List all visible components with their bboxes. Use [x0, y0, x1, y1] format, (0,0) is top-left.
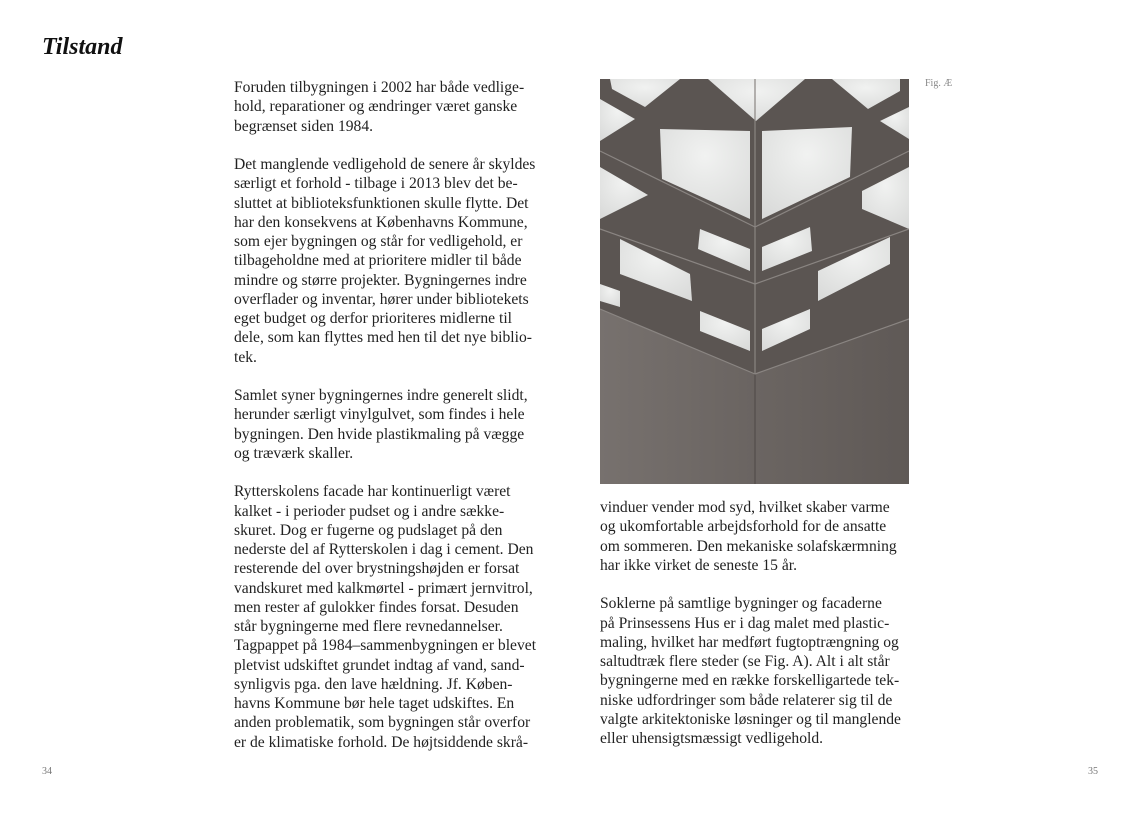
text-line: dele, som kan flyttes med hen til det nye biblio- [234, 329, 532, 347]
text-line: særligt et forhold - tilbage i 2013 blev det be- [234, 175, 518, 193]
text-line: havns Kommune bør hele taget udskiftes. En [234, 695, 515, 712]
page-number-right: 35 [1088, 766, 1098, 777]
text-line: valgte arkitektoniske løsninger og til manglende [600, 710, 901, 728]
text-line: maling, hvilket har medført fugtoptrængning og [600, 633, 899, 651]
text-line: synligvis pga. den lave hældning. Jf. Køben- [234, 675, 513, 693]
text-line: tek. [234, 348, 257, 366]
text-line: Det manglende vedligehold de senere år skyldes [234, 156, 536, 173]
text-line: Soklerne på samtlige bygninger og facaderne [600, 595, 882, 613]
text-line: på Prinsessens Hus er i dag malet med plastic- [600, 614, 890, 632]
text-line: hold, reparationer og ændringer været ganske [234, 98, 518, 116]
text-line: overflader og inventar, hører under bibliotekets [234, 290, 529, 308]
paragraph [234, 482, 554, 752]
text-line: vandskuret med kalkmørtel - primært jernvitrol, [234, 579, 533, 597]
paragraph [234, 78, 554, 136]
text-line: har ikke virket de seneste 15 år. [600, 556, 798, 574]
text-line: begrænset siden 1984. [234, 117, 374, 135]
text-line: Foruden tilbygningen i 2002 har både vedlige- [234, 79, 525, 96]
text-line: står bygningerne med flere revnedannelser. [234, 618, 503, 635]
text-line: har den konsekvens at Københavns Kommune, [234, 213, 528, 231]
paragraph [600, 498, 920, 575]
text-line: om sommeren. Den mekaniske solafskærmning [600, 537, 897, 555]
text-line: mindre og større projekter. Bygningernes indre [234, 271, 527, 289]
text-line: nederste del af Rytterskolen i dag i cement. Den [234, 541, 534, 558]
text-line: anden problematik, som bygningen står overfor [234, 714, 531, 732]
text-line: bygningerne med en række forskelligartede tek- [600, 672, 900, 690]
text-line: kalket - i perioder pudset og i andre sække- [234, 502, 505, 520]
figure-label: Fig. Æ [925, 78, 953, 89]
text-line: eget budget og derfor prioriteres midlerne til [234, 310, 512, 327]
text-line: bygningen. Den hvide plastikmaling på vægge [234, 425, 525, 443]
text-line: er de klimatiske forhold. De højtsiddende skrå- [234, 733, 529, 751]
paragraph [234, 386, 554, 463]
text-line: tilbageholdne med at prioritere midler til både [234, 252, 522, 270]
page-title: Tilstand [42, 34, 123, 60]
paragraph [234, 155, 554, 367]
text-line: skuret. Dog er fugerne og pudslaget på den [234, 521, 503, 539]
text-line: og træværk skaller. [234, 444, 354, 462]
text-line: niske udfordringer som både relaterer sig til de [600, 691, 893, 709]
page-number-left: 34 [42, 766, 52, 777]
text-line: Samlet syner bygningernes indre generelt slidt, [234, 387, 528, 404]
left-text-column [234, 78, 554, 752]
paragraph [600, 594, 920, 748]
text-line: vinduer vender mod syd, hvilket skaber varme [600, 499, 890, 516]
text-line: Tagpappet på 1984–sammenbygningen er blevet [234, 637, 537, 655]
text-line: Rytterskolens facade har kontinuerligt været [234, 483, 511, 501]
text-line: herunder særligt vinylgulvet, som findes i hele [234, 406, 525, 424]
text-line: saltudtræk flere steder (se Fig. A). Alt i alt står [600, 653, 890, 670]
skylight-illustration [600, 79, 909, 484]
skylight-photo [600, 79, 909, 484]
text-line: eller uhensigtsmæssigt vedligehold. [600, 730, 824, 747]
text-line: pletvist udskiftet grundet indtag af vand, sand- [234, 656, 525, 674]
right-text-column [600, 498, 920, 748]
text-line: som ejer bygningen og står for vedligehold, er [234, 233, 523, 250]
text-line: men rester af gulokker findes forsat. Desuden [234, 598, 519, 616]
text-line: og ukomfortable arbejdsforhold for de ansatte [600, 518, 887, 536]
text-line: resterende del over brystningshøjden er forsat [234, 560, 520, 578]
text-line: sluttet at biblioteksfunktionen skulle flytte. Det [234, 194, 529, 212]
